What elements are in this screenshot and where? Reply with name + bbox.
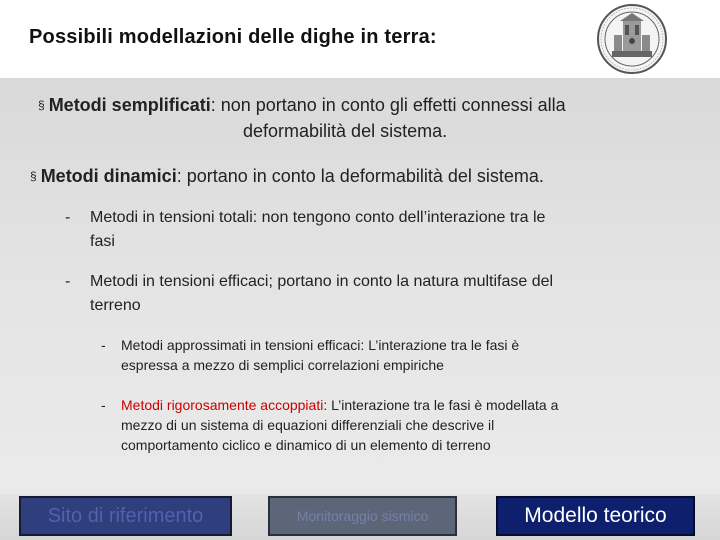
bullet-marker: §: [38, 98, 45, 112]
subsub-bullet-line2: mezzo di un sistema di equazioni differenziali che descrive il: [121, 417, 495, 433]
subsub-bullet-line3: comportamento ciclico e dinamico di un elemento di terreno: [121, 437, 491, 453]
coupled-methods-text: : L’interazione tra le fasi è modellata a: [323, 397, 559, 413]
bullet-simplified-methods-line2: deformabilità del sistema.: [243, 121, 448, 141]
sub-bullet-effective-stress: [65, 270, 705, 318]
bullet-dynamic-methods: [30, 164, 544, 191]
subsub-bullet-line2: espressa a mezzo di semplici correlazioni empiriche: [121, 357, 444, 373]
subsub-bullet-marker: -: [101, 397, 106, 413]
bullet-bold-term: Metodi semplificati: [48, 95, 211, 115]
sub-bullet-line1: Metodi in tensioni totali: non tengono conto dell’interazione tra le: [90, 209, 546, 226]
subsub-bullet-line1: [101, 395, 701, 415]
sub-bullet-total-stress: [65, 206, 705, 254]
subsub-bullet-marker: -: [101, 337, 106, 353]
sub-bullet-line2: terreno: [90, 297, 141, 314]
nav-button-seismic-monitoring[interactable]: Monitoraggio sismico: [268, 496, 457, 536]
sub-bullet-line2: fasi: [90, 233, 115, 250]
subsub-bullet-approximate: [101, 335, 701, 375]
slide-header: [0, 0, 720, 78]
nav-button-theoretical-model[interactable]: Modello teorico: [496, 496, 695, 536]
sub-bullet-marker: -: [65, 209, 71, 226]
bullet-text: : portano in conto la deformabilità del sistema.: [176, 166, 544, 186]
bullet-simplified-methods: [38, 93, 566, 120]
nav-button-reference-site[interactable]: Sito di riferimento: [19, 496, 232, 536]
slide-title: Possibili modellazioni delle dighe in terra:: [29, 26, 437, 48]
subsub-bullet-coupled: [101, 395, 701, 455]
bullet-bold-term: Metodi dinamici: [40, 166, 177, 186]
university-seal-icon: [594, 3, 670, 75]
bullet-text: : non portano in conto gli effetti connessi alla: [210, 95, 566, 115]
subsub-bullet-line1: Metodi approssimati in tensioni efficaci: L’interazione tra le fasi è: [121, 337, 520, 353]
bullet-marker: §: [30, 169, 37, 183]
sub-bullet-line1: Metodi in tensioni efficaci; portano in conto la natura multifase del: [90, 273, 554, 290]
sub-bullet-marker: -: [65, 273, 71, 290]
coupled-methods-term: Metodi rigorosamente accoppiati: [121, 397, 324, 413]
